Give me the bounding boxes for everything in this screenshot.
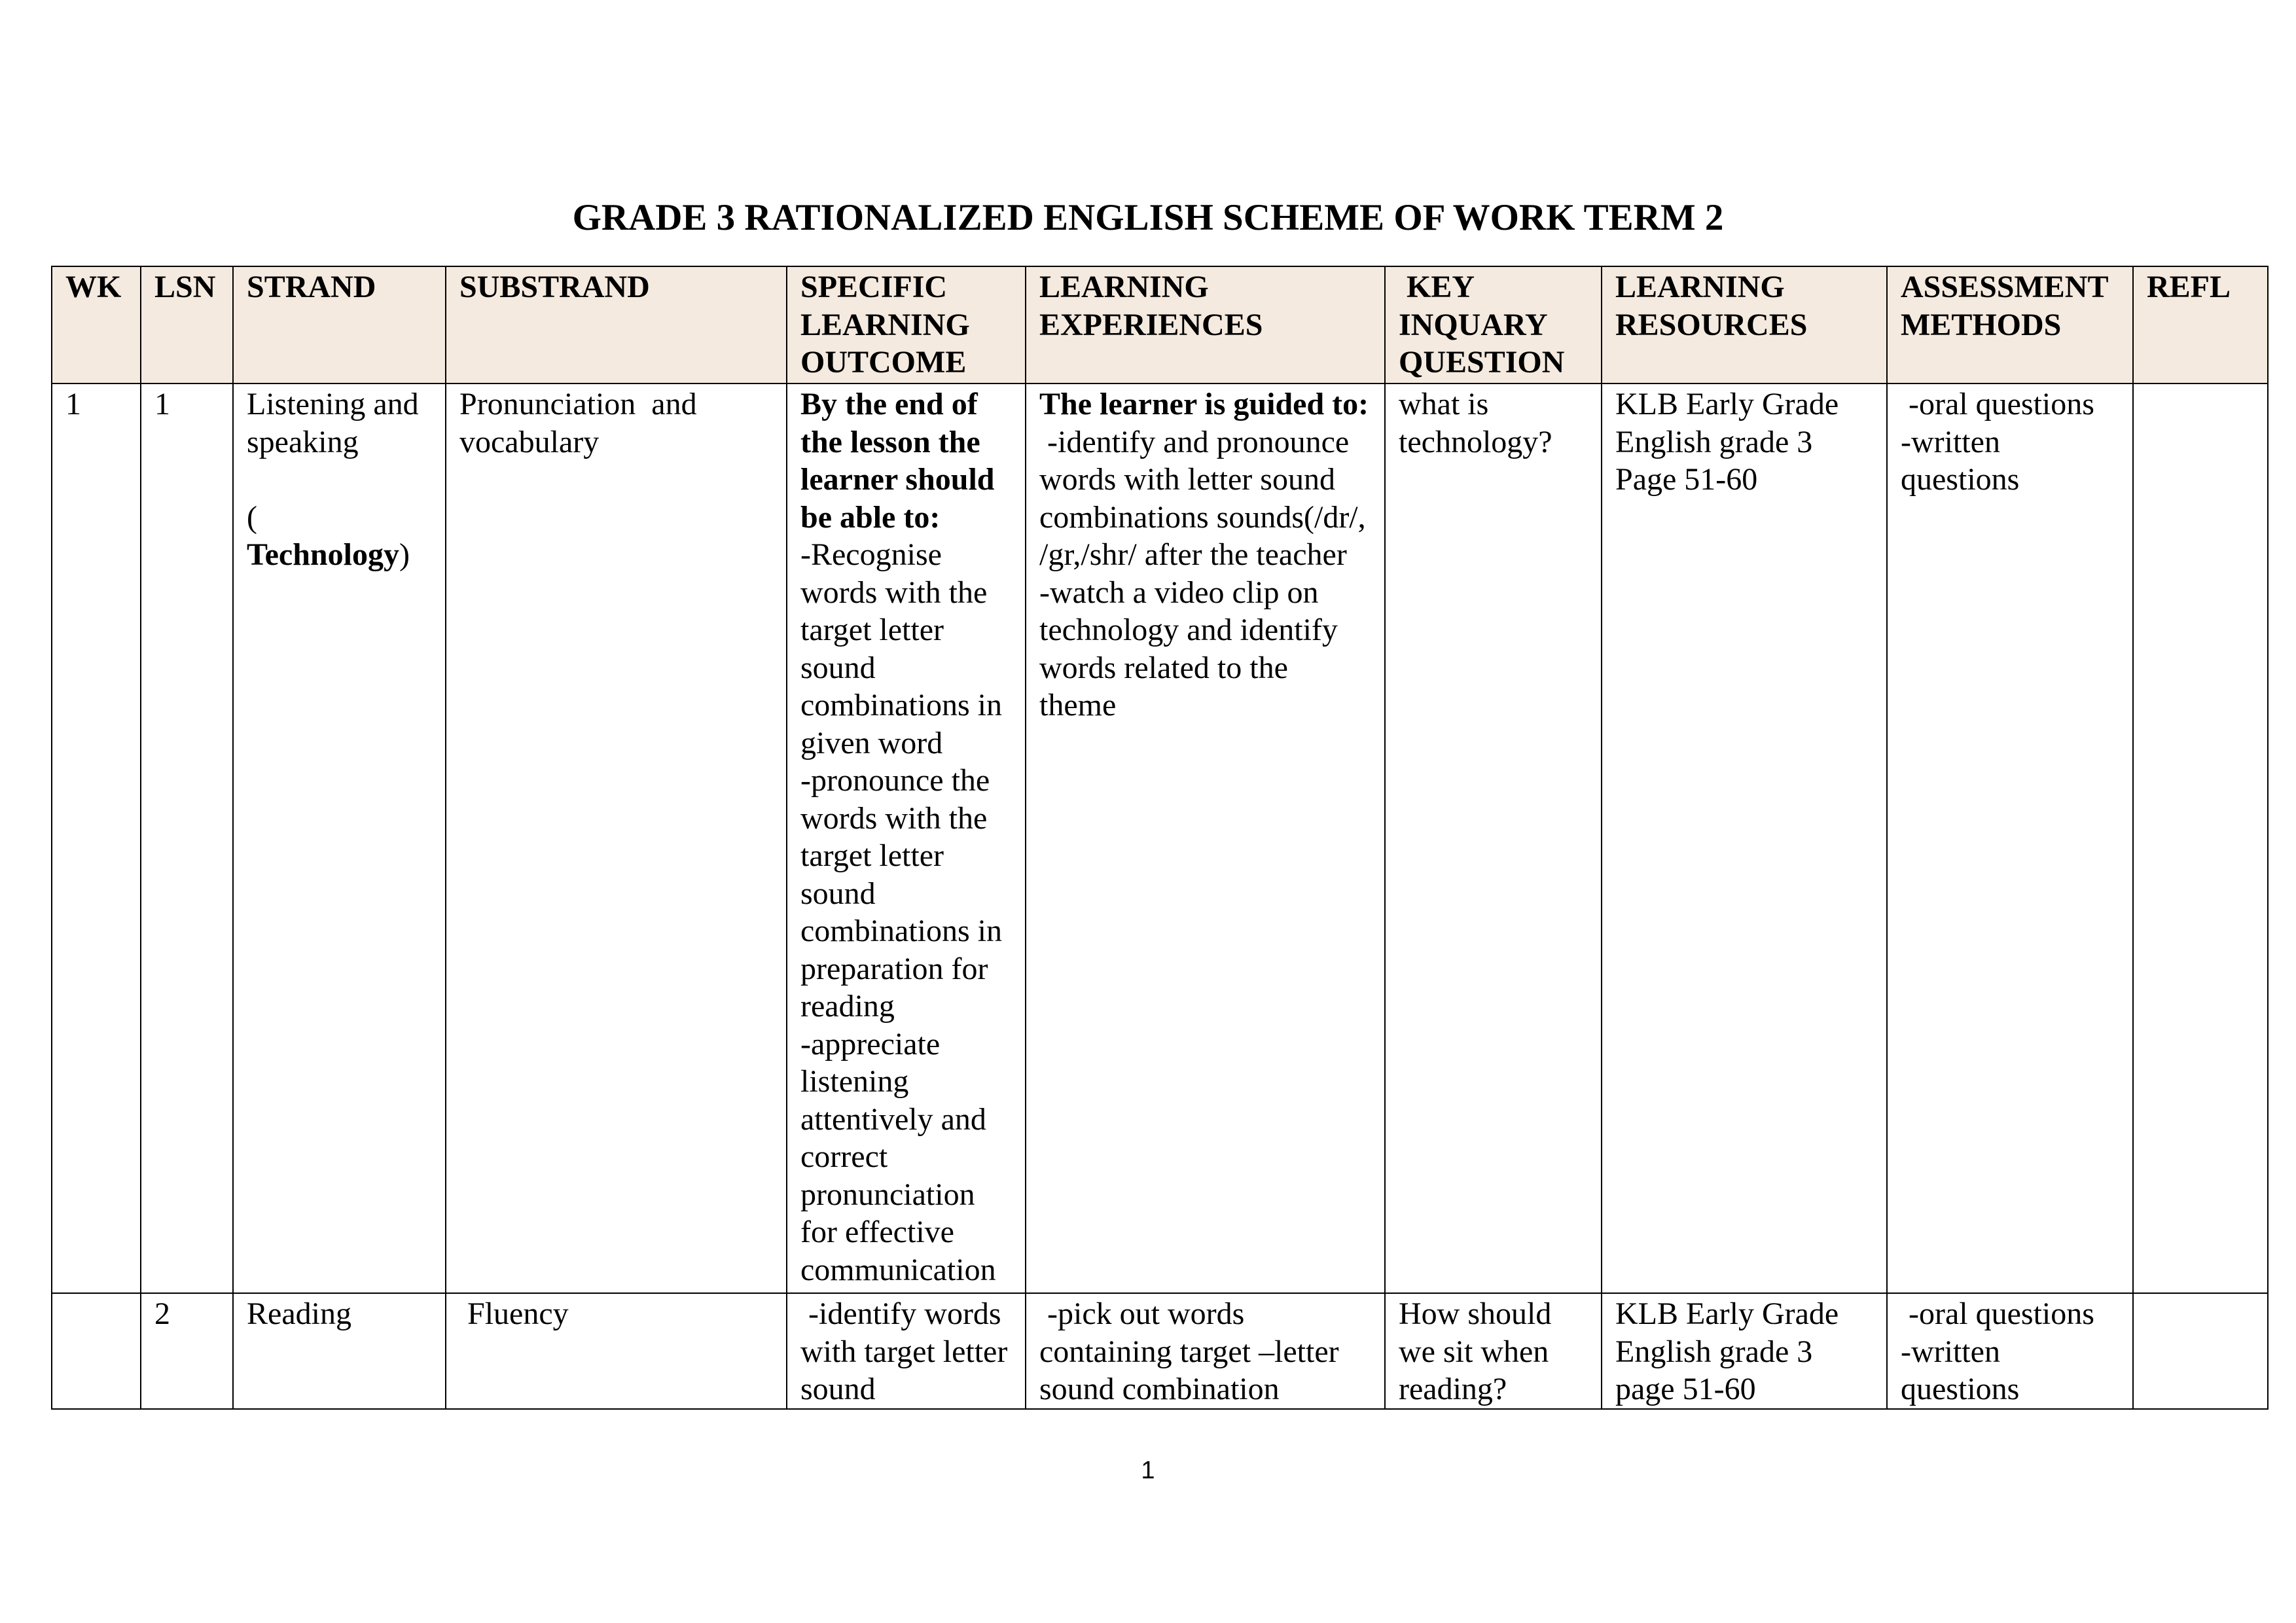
header-substrand: SUBSTRAND <box>446 266 787 383</box>
header-learning-resources: LEARNING RESOURCES <box>1602 266 1887 383</box>
header-assessment-methods: ASSESSMENT METHODS <box>1887 266 2133 383</box>
cell-specific-learning-outcome <box>787 383 1026 1293</box>
header-row <box>52 266 2268 383</box>
cell-learning-resources: KLB Early Grade English grade 3 Page 51-60 <box>1602 383 1887 1293</box>
cell-lsn: 2 <box>141 1293 233 1409</box>
assessment-item: -written questions <box>1901 1334 2020 1406</box>
slo-item: -appreciate listening attentively and correct pronunciation for effective communication <box>800 1026 996 1287</box>
cell-substrand: Fluency <box>446 1293 787 1409</box>
slo-intro: By the end of the lesson the learner should be able to: <box>800 387 1003 535</box>
assessment-item: -written questions <box>1901 424 2020 497</box>
cell-wk: 1 <box>52 383 141 1293</box>
cell-strand: Reading <box>233 1293 446 1409</box>
cell-learning-experiences: -pick out words containing target –letter sound combination <box>1026 1293 1385 1409</box>
strand-open-paren: ( <box>247 499 257 535</box>
page-number: 1 <box>1141 1457 1155 1484</box>
slo-item: -Recognise words with the target letter sound combinations in given word <box>800 537 1010 760</box>
cell-key-inquiry-question: How should we sit when reading? <box>1385 1293 1602 1409</box>
cell-reflection <box>2133 1293 2268 1409</box>
header-reflection: REFL <box>2133 266 2268 383</box>
cell-learning-resources: KLB Early Grade English grade 3 page 51-60 <box>1602 1293 1887 1409</box>
assessment-item: -oral questions <box>1901 1296 2094 1331</box>
document-title: GRADE 3 RATIONALIZED ENGLISH SCHEME OF WORK TERM 2 <box>572 197 1724 238</box>
header-wk: WK <box>52 266 141 383</box>
cell-strand <box>233 383 446 1293</box>
assessment-item: -oral questions <box>1901 387 2094 421</box>
cell-assessment-methods <box>1887 1293 2133 1409</box>
cell-lsn: 1 <box>141 383 233 1293</box>
strand-close-paren: ) <box>399 537 410 572</box>
table-row <box>52 383 2268 1293</box>
cell-key-inquiry-question: what is technology? <box>1385 383 1602 1293</box>
scheme-of-work-table <box>51 266 2269 1410</box>
cell-specific-learning-outcome: -identify words with target letter sound <box>787 1293 1026 1409</box>
experiences-intro: The learner is guided to: <box>1039 387 1369 421</box>
strand-text: Listening and speaking <box>247 387 427 459</box>
strand-theme: Technology <box>247 537 399 572</box>
cell-reflection <box>2133 383 2268 1293</box>
header-strand: STRAND <box>233 266 446 383</box>
header-key-inquiry-question: KEY INQUARY QUESTION <box>1385 266 1602 383</box>
header-lsn: LSN <box>141 266 233 383</box>
strand-spacer <box>247 461 432 499</box>
cell-wk <box>52 1293 141 1409</box>
header-specific-learning-outcome: SPECIFIC LEARNING OUTCOME <box>787 266 1026 383</box>
cell-substrand: Pronunciation and vocabulary <box>446 383 787 1293</box>
experience-item: -identify and pronounce words with letter sound combinations sounds(/dr/, /gr,/shr/ after the teacher <box>1039 424 1374 572</box>
cell-learning-experiences <box>1026 383 1385 1293</box>
slo-item: -pronounce the words with the target letter sound combinations in preparation for reading <box>800 763 1010 1024</box>
strand-theme-line <box>247 536 432 574</box>
cell-assessment-methods <box>1887 383 2133 1293</box>
header-learning-experiences: LEARNING EXPERIENCES <box>1026 266 1385 383</box>
experience-item: -watch a video clip on technology and identify words related to the theme <box>1039 575 1346 722</box>
table-row <box>52 1293 2268 1409</box>
